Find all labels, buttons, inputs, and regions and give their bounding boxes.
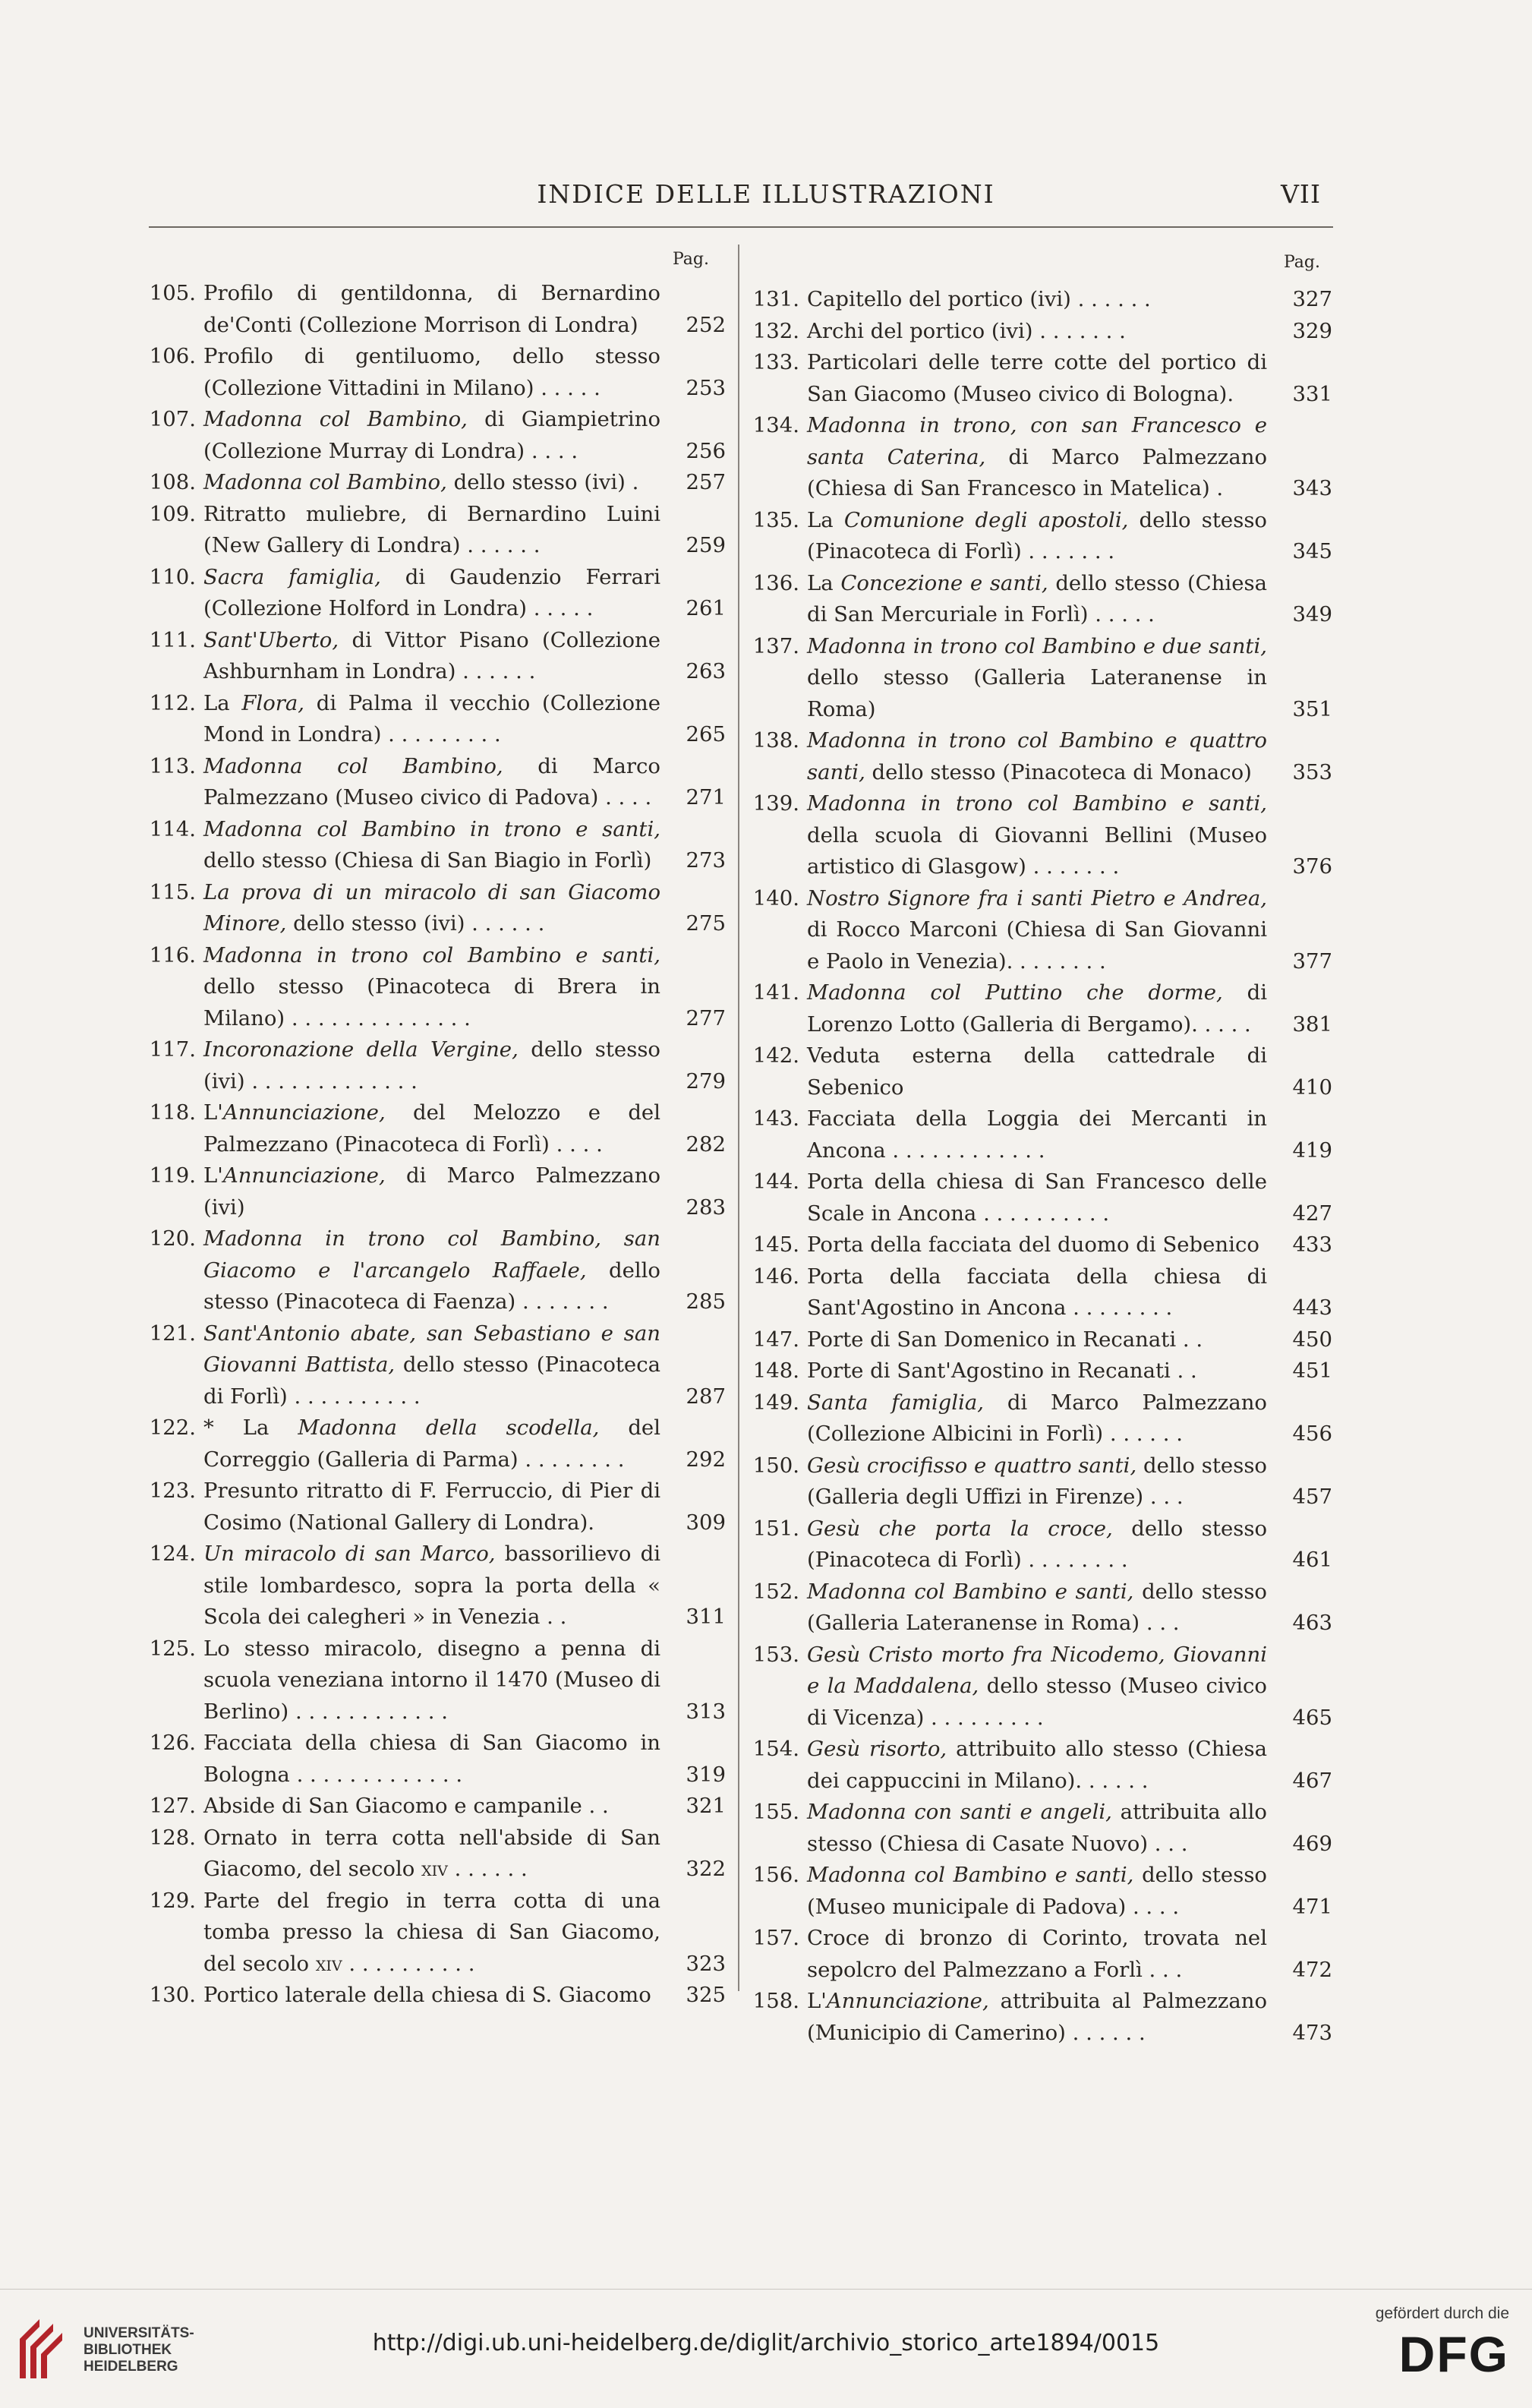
- entry-number: 116.: [149, 942, 196, 967]
- right-index-entry: [742, 1923, 1332, 1986]
- entry-number: 152.: [752, 1579, 799, 1604]
- entry-page: 319: [686, 1762, 726, 1787]
- entry-page: 279: [686, 1068, 726, 1094]
- right-index-entry: [742, 568, 1332, 631]
- right-index-entry: [742, 977, 1332, 1040]
- entry-title: Porta della facciata del duomo di Sebenico: [807, 1232, 1259, 1257]
- right-index-entry: [742, 1103, 1332, 1166]
- entry-page: 263: [686, 659, 726, 683]
- entry-title: Abside di San Giacomo e campanile . .: [203, 1794, 609, 1818]
- entry-title: Madonna col Bambino e santi, dello stesso (Museo municipale di Padova) . . . .: [807, 1863, 1267, 1919]
- left-index-entry: [149, 625, 726, 688]
- entry-title: Facciata della Loggia dei Mercanti in Ancona . . . . . . . . . . . .: [807, 1106, 1267, 1163]
- entry-title: Madonna col Bambino e santi, dello stesso (Galleria Lateranense in Roma) . . .: [807, 1579, 1267, 1635]
- left-index-entry: [149, 1539, 726, 1633]
- entry-number: 120.: [149, 1226, 196, 1251]
- entry-page: 465: [1292, 1705, 1332, 1730]
- right-index-entry: [742, 1986, 1332, 2049]
- entry-title: Madonna col Bambino in trono e santi, dello stesso (Chiesa di San Biagio in Forlì): [203, 816, 660, 873]
- entry-number: 111.: [149, 627, 196, 652]
- entry-title: Gesù risorto, attribuito allo stesso (Chiesa dei cappuccini in Milano). . . . . .: [807, 1737, 1267, 1793]
- entry-number: 117.: [149, 1037, 196, 1062]
- entry-page: 410: [1292, 1075, 1332, 1100]
- right-index-entry: [742, 410, 1332, 505]
- entry-title: Profilo di gentiluomo, dello stesso (Collezione Vittadini in Milano) . . . . .: [203, 344, 660, 400]
- entry-number: 132.: [752, 318, 799, 343]
- left-index-entry: [149, 1160, 726, 1223]
- left-index-entry: [149, 404, 726, 467]
- entry-page: 450: [1292, 1327, 1332, 1352]
- entry-number: 114.: [149, 816, 196, 841]
- right-index-entry: [742, 631, 1332, 726]
- entry-page: 309: [686, 1510, 726, 1535]
- entry-number: 144.: [752, 1169, 799, 1194]
- entry-number: 123.: [149, 1479, 196, 1503]
- entry-number: 119.: [149, 1163, 196, 1188]
- entry-page: 351: [1292, 696, 1332, 721]
- entry-page: 282: [686, 1131, 726, 1157]
- entry-title: Madonna col Puttino che dorme, di Lorenzo Lotto (Galleria di Bergamo). . . . .: [807, 980, 1267, 1037]
- entry-title: Lo stesso miracolo, disegno a penna di scuola veneziana intorno il 1470 (Museo di Berlino) . . . . . . . . . . . .: [203, 1636, 660, 1724]
- entry-title: Gesù crocifisso e quattro santi, dello stesso (Galleria degli Uffizi in Firenze) . . .: [807, 1453, 1267, 1509]
- left-index-entry: [149, 278, 726, 341]
- left-index-entry: [149, 1318, 726, 1413]
- entry-number: 157.: [752, 1926, 799, 1950]
- entry-page: 456: [1292, 1422, 1332, 1446]
- entry-page: 256: [686, 438, 726, 463]
- entry-title: Capitello del portico (ivi) . . . . . .: [807, 287, 1151, 311]
- entry-number: 118.: [149, 1100, 196, 1125]
- entry-page: 283: [686, 1195, 726, 1220]
- entry-title: Porta della chiesa di San Francesco delle Scale in Ancona . . . . . . . . . .: [807, 1169, 1267, 1226]
- entry-number: 136.: [752, 570, 799, 595]
- entry-page: 261: [686, 596, 726, 620]
- left-index-entry: [149, 467, 726, 499]
- left-index-entry: [149, 1223, 726, 1318]
- entry-page: 313: [686, 1699, 726, 1724]
- entry-page: 457: [1292, 1485, 1332, 1509]
- left-index-entry: [149, 1980, 726, 2012]
- entry-number: 133.: [752, 350, 799, 374]
- entry-page: 322: [686, 1857, 726, 1881]
- entry-page: 329: [1292, 318, 1332, 343]
- entry-title: * La Madonna della scodella, del Correggio (Galleria di Parma) . . . . . . . .: [203, 1415, 660, 1472]
- page-header-title: INDICE DELLE ILLUSTRAZIONI: [537, 179, 995, 209]
- entry-page: 463: [1292, 1611, 1332, 1635]
- entry-number: 108.: [149, 470, 196, 494]
- entry-page: 271: [686, 785, 726, 810]
- right-index-entry: [742, 1040, 1332, 1103]
- entry-number: 134.: [752, 413, 799, 437]
- entry-page: 467: [1292, 1768, 1332, 1793]
- entry-number: 150.: [752, 1453, 799, 1478]
- entry-title: Veduta esterna della cattedrale di Sebenico: [807, 1043, 1267, 1100]
- right-index-entry: [742, 347, 1332, 410]
- right-index-entry: [742, 725, 1332, 788]
- entry-number: 154.: [752, 1737, 799, 1761]
- entry-page: 469: [1292, 1831, 1332, 1856]
- library-name-line: BIBLIOTHEK: [84, 2342, 172, 2358]
- entry-title: Portico laterale della chiesa di S. Giacomo: [203, 1983, 651, 2007]
- entry-page: 381: [1292, 1011, 1332, 1037]
- entry-title: Porte di Sant'Agostino in Recanati . .: [807, 1359, 1197, 1383]
- entry-title: L'Annunciazione, attribuita al Palmezzano (Municipio di Camerino) . . . . . .: [807, 1989, 1267, 2045]
- left-index-entry: [149, 1412, 726, 1475]
- entry-title: La Comunione degli apostoli, dello stesso (Pinacoteca di Forlì) . . . . . . .: [807, 507, 1267, 563]
- entry-page: 419: [1292, 1138, 1332, 1163]
- entry-page: 377: [1292, 948, 1332, 974]
- entry-page: 331: [1292, 381, 1332, 406]
- right-column: [742, 241, 1332, 2049]
- entry-page: 345: [1292, 539, 1332, 563]
- entry-number: 148.: [752, 1359, 799, 1383]
- entry-number: 147.: [752, 1327, 799, 1352]
- right-index-entry: [742, 1640, 1332, 1734]
- funding-caption: gefördert durch die: [1375, 2305, 1509, 2322]
- library-name-line: HEIDELBERG: [84, 2359, 178, 2375]
- entry-number: 135.: [752, 507, 799, 532]
- entry-number: 107.: [149, 407, 196, 431]
- entry-number: 122.: [149, 1415, 196, 1440]
- entry-number: 153.: [752, 1642, 799, 1667]
- entry-number: 137.: [752, 633, 799, 658]
- entry-title: La prova di un miracolo di san Giacomo Minore, dello stesso (ivi) . . . . . .: [203, 879, 660, 936]
- entry-title: Gesù che porta la croce, dello stesso (Pinacoteca di Forlì) . . . . . . . .: [807, 1516, 1267, 1572]
- entry-number: 140.: [752, 885, 799, 910]
- entry-page: 325: [686, 1983, 726, 2007]
- entry-page: 327: [1292, 287, 1332, 311]
- entry-title: Sacra famiglia, di Gaudenzio Ferrari (Collezione Holford in Londra) . . . . .: [203, 564, 660, 620]
- left-entry-list: [149, 278, 726, 2012]
- entry-title: Porta della facciata della chiesa di Sant'Agostino in Ancona . . . . . . . .: [807, 1264, 1267, 1320]
- entry-title: Madonna in trono col Bambino e due santi, dello stesso (Galleria Lateranense in Roma): [807, 633, 1267, 721]
- entry-page: 376: [1292, 854, 1332, 879]
- left-index-entry: [149, 1097, 726, 1160]
- entry-page: 473: [1292, 2020, 1332, 2045]
- entry-page: 427: [1292, 1201, 1332, 1226]
- right-entry-list: [742, 284, 1332, 2049]
- entry-title: Madonna in trono col Bambino e santi, della scuola di Giovanni Bellini (Museo artistico di Glasgow) . . . . . . .: [807, 791, 1267, 879]
- entry-title: Archi del portico (ivi) . . . . . . .: [807, 318, 1126, 343]
- entry-title: Madonna in trono col Bambino e santi, dello stesso (Pinacoteca di Brera in Milano) . . . . . . . . . . . . . .: [203, 942, 660, 1030]
- right-index-entry: [742, 1513, 1332, 1576]
- right-index-entry: [742, 1734, 1332, 1797]
- entry-number: 125.: [149, 1636, 196, 1661]
- entry-title: Madonna con santi e angeli, attribuita allo stesso (Chiesa di Casate Nuovo) . . .: [807, 1800, 1267, 1856]
- entry-number: 130.: [149, 1983, 196, 2007]
- entry-title: La Flora, di Palma il vecchio (Collezione Mond in Londra) . . . . . . . . .: [203, 690, 660, 746]
- left-index-entry: [149, 499, 726, 562]
- entry-page: 321: [686, 1794, 726, 1818]
- entry-title: Incoronazione della Vergine, dello stesso (ivi) . . . . . . . . . . . . .: [203, 1037, 660, 1094]
- right-index-entry: [742, 788, 1332, 883]
- footer-rule: [0, 2289, 1532, 2290]
- entry-number: 156.: [752, 1863, 799, 1887]
- left-index-entry: [149, 1633, 726, 1728]
- entry-number: 110.: [149, 564, 196, 589]
- entry-number: 131.: [752, 287, 799, 311]
- entry-page: 311: [686, 1605, 726, 1629]
- entry-title: Madonna in trono col Bambino, san Giacomo e l'arcangelo Raffaele, dello stesso (Pinacoteca di Faenza) . . . . . . .: [203, 1226, 660, 1314]
- entry-page: 353: [1292, 759, 1332, 784]
- right-index-entry: [742, 1166, 1332, 1229]
- header-rule: [149, 226, 1333, 228]
- entry-number: 105.: [149, 281, 196, 305]
- entry-title: Profilo di gentildonna, di Bernardino de'Conti (Collezione Morrison di Londra): [203, 281, 660, 337]
- entry-title: Croce di bronzo di Corinto, trovata nel sepolcro del Palmezzano a Forlì . . .: [807, 1926, 1267, 1982]
- entry-title: Nostro Signore fra i santi Pietro e Andrea, di Rocco Marconi (Chiesa di San Giovanni e Paolo in Venezia). . . . . . . .: [807, 885, 1267, 974]
- entry-number: 155.: [752, 1800, 799, 1824]
- entry-page: 287: [686, 1384, 726, 1409]
- entry-page: 443: [1292, 1296, 1332, 1320]
- right-index-entry: [742, 1576, 1332, 1640]
- entry-page: 273: [686, 848, 726, 873]
- left-index-entry: [149, 1823, 726, 1886]
- left-index-entry: [149, 688, 726, 751]
- left-index-entry: [149, 877, 726, 940]
- entry-title: Facciata della chiesa di San Giacomo in Bologna . . . . . . . . . . . . .: [203, 1731, 660, 1787]
- entry-page: 265: [686, 722, 726, 746]
- entry-page: 277: [686, 1005, 726, 1030]
- dfg-logo[interactable]: [1357, 2305, 1509, 2396]
- entry-number: 121.: [149, 1321, 196, 1346]
- right-index-entry: [742, 505, 1332, 568]
- page-number: VII: [1281, 179, 1321, 209]
- entry-number: 115.: [149, 879, 196, 904]
- entry-page: 275: [686, 911, 726, 936]
- entry-page: 461: [1292, 1548, 1332, 1572]
- left-index-entry: [149, 940, 726, 1035]
- entry-title: Ritratto muliebre, di Bernardino Luini (New Gallery di Londra) . . . . . .: [203, 501, 660, 557]
- entry-number: 109.: [149, 501, 196, 526]
- right-index-entry: [742, 1261, 1332, 1324]
- entry-title: Gesù Cristo morto fra Nicodemo, Giovanni e la Maddalena, dello stesso (Museo civico di Vicenza) . . . . . . . . .: [807, 1642, 1267, 1730]
- entry-number: 143.: [752, 1106, 799, 1131]
- right-index-entry: [742, 1324, 1332, 1356]
- entry-number: 127.: [149, 1794, 196, 1818]
- entry-number: 112.: [149, 690, 196, 715]
- entry-title: Santa famiglia, di Marco Palmezzano (Collezione Albicini in Forlì) . . . . . .: [807, 1390, 1267, 1446]
- entry-number: 149.: [752, 1390, 799, 1415]
- entry-title: Porte di San Domenico in Recanati . .: [807, 1327, 1203, 1352]
- left-index-entry: [149, 1791, 726, 1823]
- entry-page: 259: [686, 533, 726, 557]
- right-index-entry: [742, 1387, 1332, 1450]
- entry-title: Madonna in trono col Bambino e quattro santi, dello stesso (Pinacoteca di Monaco): [807, 728, 1267, 784]
- entry-title: Madonna in trono, con san Francesco e santa Caterina, di Marco Palmezzano (Chiesa di San Francesco in Matelica) .: [807, 413, 1267, 500]
- left-index-entry: [149, 814, 726, 877]
- entry-page: 253: [686, 375, 726, 400]
- entry-page: 257: [686, 470, 726, 494]
- entry-number: 141.: [752, 980, 799, 1005]
- left-index-entry: [149, 751, 726, 814]
- entry-number: 145.: [752, 1232, 799, 1257]
- entry-page: 292: [686, 1447, 726, 1472]
- entry-title: Ornato in terra cotta nell'abside di San Giacomo, del secolo xiv . . . . . .: [203, 1825, 660, 1881]
- entry-number: 139.: [752, 791, 799, 816]
- right-index-entry: [742, 1860, 1332, 1923]
- entry-title: Particolari delle terre cotte del portico di San Giacomo (Museo civico di Bologna).: [807, 350, 1267, 406]
- entry-page: 433: [1292, 1232, 1332, 1257]
- permalink-url[interactable]: http://digi.ub.uni-heidelberg.de/diglit/archivio_storico_arte1894/0015: [372, 2330, 1160, 2356]
- left-index-entry: [149, 1728, 726, 1791]
- entry-page: 252: [686, 312, 726, 337]
- entry-page: 472: [1292, 1957, 1332, 1982]
- entry-number: 142.: [752, 1043, 799, 1068]
- entry-page: 343: [1292, 476, 1332, 500]
- entry-title: L'Annunciazione, del Melozzo e del Palmezzano (Pinacoteca di Forlì) . . . .: [203, 1100, 660, 1157]
- entry-number: 128.: [149, 1825, 196, 1850]
- library-name-line: UNIVERSITÄTS-: [84, 2325, 194, 2341]
- right-index-entry: [742, 1797, 1332, 1860]
- right-index-entry: [742, 316, 1332, 348]
- left-index-entry: [149, 1886, 726, 1980]
- entry-page: 323: [686, 1951, 726, 1976]
- entry-title: Un miracolo di san Marco, bassorilievo di stile lombardesco, sopra la porta della « Scola dei calegheri » in Venezia . .: [203, 1542, 661, 1629]
- right-pag-label: Pag.: [1283, 253, 1320, 272]
- entry-title: Sant'Antonio abate, san Sebastiano e san Giovanni Battista, dello stesso (Pinacoteca di Forlì) . . . . . . . . . .: [203, 1321, 660, 1409]
- entry-number: 129.: [149, 1888, 196, 1913]
- entry-number: 106.: [149, 344, 196, 368]
- right-index-entry: [742, 1355, 1332, 1387]
- entry-page: 349: [1292, 602, 1332, 626]
- entry-title: Presunto ritratto di F. Ferruccio, di Pier di Cosimo (National Gallery di Londra).: [203, 1479, 660, 1535]
- right-index-entry: [742, 1229, 1332, 1261]
- right-index-entry: [742, 883, 1332, 978]
- entry-number: 158.: [752, 1989, 799, 2013]
- left-index-entry: [149, 1475, 726, 1539]
- left-pag-label: Pag.: [672, 250, 709, 269]
- right-index-entry: [742, 1450, 1332, 1513]
- entry-title: La Concezione e santi, dello stesso (Chiesa di San Mercuriale in Forlì) . . . . .: [807, 570, 1268, 626]
- left-index-entry: [149, 562, 726, 625]
- entry-number: 124.: [149, 1542, 196, 1566]
- entry-number: 146.: [752, 1264, 799, 1289]
- entry-title: L'Annunciazione, di Marco Palmezzano (ivi): [203, 1163, 660, 1220]
- entry-title: Madonna col Bambino, di Marco Palmezzano (Museo civico di Padova) . . . .: [203, 753, 660, 810]
- entry-page: 285: [686, 1289, 726, 1314]
- entry-number: 138.: [752, 728, 799, 753]
- dfg-logo-text: DFG: [1398, 2326, 1509, 2382]
- entry-title: Madonna col Bambino, dello stesso (ivi) .: [203, 470, 639, 494]
- entry-title: Parte del fregio in terra cotta di una tomba presso la chiesa di San Giacomo, del secolo xiv . . . . . . . . . .: [203, 1888, 660, 1976]
- entry-number: 113.: [149, 753, 196, 778]
- entry-number: 151.: [752, 1516, 799, 1541]
- left-index-entry: [149, 1034, 726, 1097]
- entry-number: 126.: [149, 1731, 196, 1755]
- left-index-entry: [149, 341, 726, 404]
- entry-page: 451: [1292, 1359, 1332, 1383]
- entry-title: Madonna col Bambino, di Giampietrino (Collezione Murray di Londra) . . . .: [203, 407, 660, 463]
- right-index-entry: [742, 284, 1332, 316]
- column-divider: [738, 245, 739, 1991]
- left-column: [149, 241, 726, 2012]
- entry-page: 471: [1292, 1894, 1332, 1919]
- entry-title: Sant'Uberto, di Vittor Pisano (Collezione Ashburnham in Londra) . . . . . .: [203, 627, 660, 683]
